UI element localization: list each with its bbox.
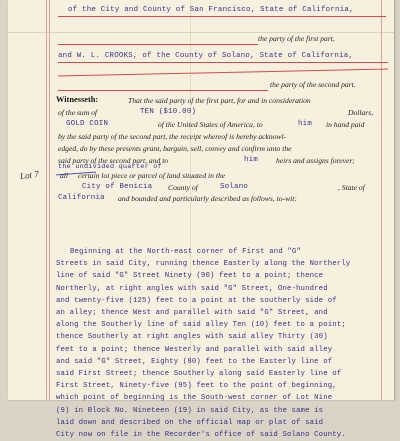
grantor-address-line: of the City and County of San Francisco, State of California,: [68, 6, 354, 14]
paid-to: him: [298, 120, 313, 128]
party-first-label: the party of the first part,: [258, 34, 335, 43]
fold-line: [8, 32, 394, 33]
description-line: City now on file in the Recorder's office of said Solano County.: [56, 431, 346, 440]
witnesseth-heading: Witnesseth:: [56, 95, 99, 104]
state-name: California: [58, 194, 105, 202]
description-line: feet to a point; thence Westerly and parallel with said alley: [56, 345, 333, 354]
description-line: laid down and described on the official map or plat of said: [56, 418, 324, 427]
deed-page: [8, 0, 394, 440]
description-line: First Street, Ninety-five (95) feet to the point of beginning,: [56, 382, 337, 391]
party-second-label: the party of the second part.: [270, 80, 356, 89]
red-rule: [58, 90, 268, 91]
heirs-to: him: [244, 156, 259, 164]
description-line: along the Southerly line of said alley Ten (10) feet to a point;: [56, 321, 346, 330]
description-line: an alley; thence West and parallel with said "G" Street, and: [56, 309, 328, 318]
coin-type: GOLD COIN: [66, 120, 109, 128]
heirs-assigns: heirs and assigns forever;: [276, 156, 355, 165]
description-line: Beginning at the North-east corner of First and "G": [70, 248, 301, 256]
red-rule: [58, 44, 258, 45]
undivided-quarter: the undivided quarter of: [58, 163, 162, 171]
city-name: City of Benicia: [82, 183, 153, 191]
grantee-line: and W. L. CROOKS, of the County of Solano, State of California,: [58, 52, 354, 60]
in-hand-paid: in hand paid: [326, 120, 365, 129]
description-line: and twenty-five (125) feet to a point at the southerly side of: [56, 296, 337, 305]
margin-rule-left-inner: [49, 0, 50, 400]
said-party-text: said party of the second part, and to: [58, 156, 169, 165]
description-line: said First Street; thence Southerly along said Easterly line of: [56, 370, 342, 379]
property-description: [56, 246, 386, 441]
receipt-text: by the said party of the second part, the receipt whereof is hereby acknowl-: [58, 132, 287, 141]
county-label: County of: [168, 183, 198, 192]
handwritten-lot-note: Lot 7: [19, 168, 40, 182]
description-line: and said "G" Street, Eighty (80) feet to the Easterly line of: [56, 357, 333, 366]
consideration-text: That the said party of the first part, for and in consideration: [128, 96, 311, 105]
description-line: Northerly, at right angles with said "G" Street, One-hundred: [56, 284, 328, 293]
all-word: all: [60, 171, 69, 180]
bounded-text: and bounded and particularly described as follows, to-wit:: [118, 194, 297, 203]
currency-text: of the United States of America, to: [158, 120, 263, 129]
grant-text: edged, do by these presents grant, bargain, sell, convey and confirm unto the: [58, 144, 292, 153]
red-rule: [58, 62, 388, 63]
margin-rule-left: [46, 0, 47, 400]
description-line: Streets in said City, running thence Easterly along the Northerly: [56, 260, 351, 269]
sum-label: of the sum of: [58, 108, 98, 117]
parcel-text: certain lot piece or parcel of land situated in the: [78, 171, 226, 180]
state-label: , State of: [338, 183, 365, 192]
description-line: thence Southerly at right angles with said alley Thirty (30): [56, 333, 328, 342]
county-name: Solano: [220, 183, 249, 191]
description-line: line of said "G" Street Ninety (90) feet to a point; thence: [56, 272, 324, 281]
sum-amount: TEN ($10.00): [140, 108, 197, 116]
dollars-label: Dollars,: [348, 108, 374, 117]
description-line: which point of beginning is the South-west corner of Lot Nine: [56, 394, 333, 403]
red-rule: [58, 16, 386, 17]
red-rule: [58, 69, 388, 77]
description-line: (9) in Block No. Nineteen (19) in said City, as the same is: [56, 406, 324, 415]
